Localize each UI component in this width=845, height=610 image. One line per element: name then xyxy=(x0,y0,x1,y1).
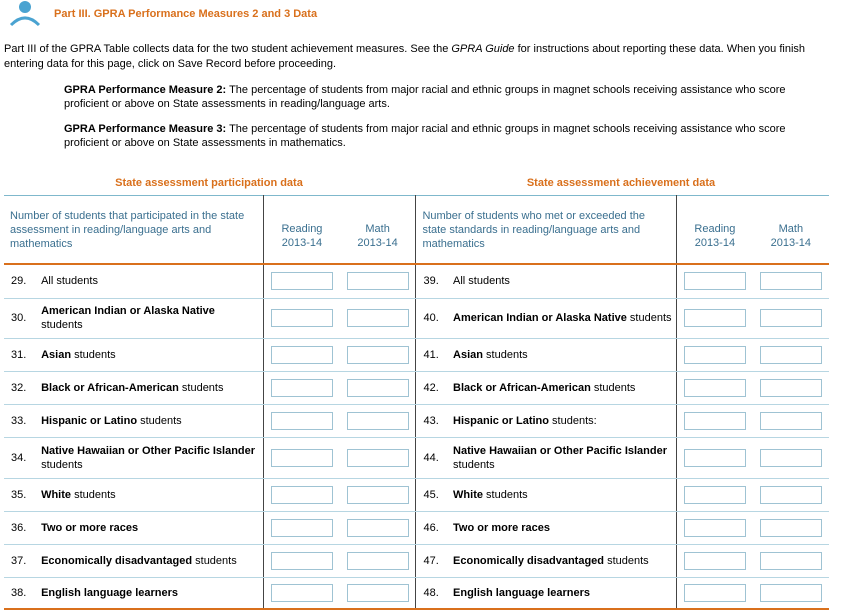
row-label-rest: students xyxy=(41,458,83,471)
participation-reading-input[interactable] xyxy=(271,379,333,397)
row-label xyxy=(453,511,677,544)
participation-reading-year: 2013-14 xyxy=(281,236,323,249)
row-label xyxy=(453,338,677,371)
row-label xyxy=(41,404,264,437)
row-number: 32. xyxy=(4,371,41,404)
row-label-bold: Black or African-American xyxy=(41,381,179,394)
row-label xyxy=(41,437,264,478)
achievement-math-cell xyxy=(753,437,829,478)
participation-reading-cell xyxy=(264,478,340,511)
row-number: 39. xyxy=(416,264,453,298)
participation-math-cell xyxy=(340,437,416,478)
achievement-reading-input[interactable] xyxy=(684,552,746,570)
row-number: 41. xyxy=(416,338,453,371)
row-label xyxy=(453,404,677,437)
measure-3-description: The percentage of students from major racial and ethnic groups in magnet schools receiving assistance who score proficient or above on State assessments in mathematics. xyxy=(64,123,786,149)
achievement-reading-cell xyxy=(677,478,753,511)
row-label xyxy=(41,544,264,577)
row-label-rest: students: xyxy=(549,414,597,427)
achievement-math-cell xyxy=(753,371,829,404)
table-row xyxy=(4,577,829,609)
row-number: 48. xyxy=(416,577,453,609)
table-row xyxy=(4,511,829,544)
participation-math-cell xyxy=(340,478,416,511)
table-row xyxy=(4,264,829,298)
table-row xyxy=(4,478,829,511)
achievement-reading-input[interactable] xyxy=(684,584,746,602)
row-number: 42. xyxy=(416,371,453,404)
row-label xyxy=(41,511,264,544)
achievement-math-cell xyxy=(753,404,829,437)
row-label-rest: All students xyxy=(453,275,510,288)
row-label-bold: Hispanic or Latino xyxy=(453,414,549,427)
measure-2-description: The percentage of students from major racial and ethnic groups in magnet schools receiving assistance who score proficient or above on State assessments in reading/language arts. xyxy=(64,84,786,110)
achievement-math-cell xyxy=(753,338,829,371)
participation-math-input[interactable] xyxy=(347,346,409,364)
row-label xyxy=(453,544,677,577)
participation-description: Number of students that participated in the state assessment in reading/language arts and mathematics xyxy=(4,196,264,265)
table-row xyxy=(4,298,829,338)
achievement-reading-year: 2013-14 xyxy=(694,236,736,249)
page-header xyxy=(0,0,845,30)
participation-reading-cell xyxy=(264,264,340,298)
participation-math-input[interactable] xyxy=(347,379,409,397)
participation-math-year: 2013-14 xyxy=(357,236,398,249)
row-number: 35. xyxy=(4,478,41,511)
participation-reading-cell xyxy=(264,371,340,404)
participation-math-header xyxy=(340,196,416,265)
participation-reading-cell xyxy=(264,544,340,577)
participation-section-title: State assessment participation data xyxy=(115,177,303,189)
participation-math-cell xyxy=(340,371,416,404)
participation-reading-label: Reading xyxy=(281,222,323,235)
row-label-bold: Hispanic or Latino xyxy=(41,414,138,427)
achievement-reading-input[interactable] xyxy=(684,379,746,397)
achievement-reading-input[interactable] xyxy=(684,412,746,430)
row-label-rest: students xyxy=(453,458,495,471)
achievement-reading-input[interactable] xyxy=(684,272,746,290)
achievement-reading-cell xyxy=(677,404,753,437)
participation-reading-header xyxy=(264,196,340,265)
row-label-bold: Two or more races xyxy=(41,521,139,534)
row-number: 47. xyxy=(416,544,453,577)
row-label xyxy=(453,577,677,609)
participation-reading-cell xyxy=(264,404,340,437)
row-number: 29. xyxy=(4,264,41,298)
row-number: 44. xyxy=(416,437,453,478)
achievement-math-cell xyxy=(753,511,829,544)
intro-text xyxy=(4,42,842,72)
measure-3-label: GPRA Performance Measure 3: xyxy=(64,123,227,135)
participation-math-label: Math xyxy=(365,222,390,235)
achievement-math-cell xyxy=(753,264,829,298)
intro-after: for instructions about reporting these data. When you finish entering data for this page, click on Save Record before proceeding. xyxy=(4,43,806,70)
achievement-math-cell xyxy=(753,577,829,609)
participation-math-cell xyxy=(340,404,416,437)
achievement-math-input[interactable] xyxy=(760,379,822,397)
achievement-math-input[interactable] xyxy=(760,584,822,602)
achievement-reading-cell xyxy=(677,511,753,544)
row-number: 43. xyxy=(416,404,453,437)
participation-math-input[interactable] xyxy=(347,449,409,467)
participation-math-cell xyxy=(340,511,416,544)
row-label-rest: students xyxy=(178,381,224,394)
participation-reading-input[interactable] xyxy=(271,486,333,504)
row-label-bold: English language learners xyxy=(453,586,590,599)
row-label-rest: students xyxy=(590,381,636,394)
participation-math-cell xyxy=(340,544,416,577)
row-label-bold: Black or African-American xyxy=(453,381,591,394)
row-number: 30. xyxy=(4,298,41,338)
gpra-data-table xyxy=(4,195,829,610)
row-label xyxy=(41,478,264,511)
table-row xyxy=(4,404,829,437)
row-label xyxy=(453,298,677,338)
row-label xyxy=(41,577,264,609)
achievement-description: Number of students who met or exceeded the state standards in reading/language arts and mathematics xyxy=(416,196,677,265)
row-label-bold: American Indian or Alaska Native xyxy=(453,312,627,324)
table-row xyxy=(4,437,829,478)
row-label xyxy=(453,371,677,404)
row-number: 46. xyxy=(416,511,453,544)
row-number: 33. xyxy=(4,404,41,437)
row-label-bold: Two or more races xyxy=(453,521,551,534)
table-row xyxy=(4,338,829,371)
achievement-math-year: 2013-14 xyxy=(770,236,812,249)
row-number: 37. xyxy=(4,544,41,577)
row-label xyxy=(453,437,677,478)
row-number: 34. xyxy=(4,437,41,478)
row-label-bold: Asian xyxy=(41,348,72,361)
participation-reading-cell xyxy=(264,298,340,338)
gpra-guide-reference: GPRA Guide xyxy=(451,43,515,55)
participation-reading-input[interactable] xyxy=(271,272,333,290)
achievement-math-header xyxy=(753,196,829,265)
participation-math-input[interactable] xyxy=(347,486,409,504)
achievement-math-input[interactable] xyxy=(760,272,822,290)
participation-reading-cell xyxy=(264,511,340,544)
row-number: 45. xyxy=(416,478,453,511)
participation-math-cell xyxy=(340,264,416,298)
participation-reading-cell xyxy=(264,437,340,478)
achievement-reading-label: Reading xyxy=(694,222,736,235)
participation-math-input[interactable] xyxy=(347,412,409,430)
table-header-row xyxy=(4,196,829,265)
measure-3-text xyxy=(64,122,824,150)
achievement-math-input[interactable] xyxy=(760,309,822,327)
row-label xyxy=(41,371,264,404)
row-label-bold: Native Hawaiian or Other Pacific Islander xyxy=(453,444,667,457)
row-label-rest: students xyxy=(71,348,116,361)
row-label-rest: All students xyxy=(41,275,98,288)
row-label-rest: students xyxy=(71,488,116,501)
row-number: 36. xyxy=(4,511,41,544)
intro-before: Part III of the GPRA Table collects data for the two student achievement measures. See the xyxy=(4,43,452,55)
measure-2-label: GPRA Performance Measure 2: xyxy=(64,84,227,96)
participation-reading-cell xyxy=(264,338,340,371)
achievement-math-cell xyxy=(753,544,829,577)
achievement-reading-cell xyxy=(677,338,753,371)
participation-reading-input[interactable] xyxy=(271,412,333,430)
participation-math-input[interactable] xyxy=(347,584,409,602)
person-logo-icon xyxy=(8,0,42,28)
table-row xyxy=(4,371,829,404)
table-row xyxy=(4,544,829,577)
achievement-math-cell xyxy=(753,298,829,338)
row-label-rest: students xyxy=(483,348,528,361)
participation-math-cell xyxy=(340,338,416,371)
achievement-math-input[interactable] xyxy=(760,449,822,467)
achievement-section-title: State assessment achievement data xyxy=(526,177,716,189)
achievement-math-cell xyxy=(753,478,829,511)
row-label xyxy=(453,478,677,511)
participation-reading-cell xyxy=(264,577,340,609)
row-label-bold: American Indian or Alaska Native xyxy=(41,305,215,317)
row-number: 38. xyxy=(4,577,41,609)
row-label-bold: White xyxy=(41,488,72,501)
achievement-math-label: Math xyxy=(778,222,804,235)
achievement-reading-cell xyxy=(677,544,753,577)
participation-math-input[interactable] xyxy=(347,519,409,537)
row-label-rest: students xyxy=(482,488,528,501)
achievement-math-input[interactable] xyxy=(760,346,822,364)
row-label-bold: Economically disadvantaged xyxy=(453,554,605,567)
row-label-bold: English language learners xyxy=(41,586,179,599)
row-label-rest: students xyxy=(626,312,672,324)
row-label xyxy=(41,264,264,298)
participation-math-cell xyxy=(340,298,416,338)
row-label-bold: Economically disadvantaged xyxy=(41,554,193,567)
row-label-rest: students xyxy=(192,554,237,567)
participation-math-input[interactable] xyxy=(347,309,409,327)
participation-reading-input[interactable] xyxy=(271,519,333,537)
achievement-math-input[interactable] xyxy=(760,552,822,570)
achievement-math-input[interactable] xyxy=(760,519,822,537)
participation-math-input[interactable] xyxy=(347,552,409,570)
achievement-math-input[interactable] xyxy=(760,412,822,430)
measure-2-text xyxy=(64,83,824,111)
row-label-rest: students xyxy=(604,554,649,567)
page-title: Part III. GPRA Performance Measures 2 and 3 Data xyxy=(54,8,318,20)
participation-math-input[interactable] xyxy=(347,272,409,290)
achievement-reading-header xyxy=(677,196,753,265)
row-label xyxy=(453,264,677,298)
achievement-reading-input[interactable] xyxy=(684,519,746,537)
row-label xyxy=(41,338,264,371)
achievement-reading-cell xyxy=(677,437,753,478)
row-label-bold: White xyxy=(453,488,483,501)
achievement-reading-cell xyxy=(677,264,753,298)
participation-math-cell xyxy=(340,577,416,609)
participation-reading-input[interactable] xyxy=(271,449,333,467)
row-label-bold: Asian xyxy=(453,348,483,361)
achievement-reading-input[interactable] xyxy=(684,346,746,364)
participation-reading-input[interactable] xyxy=(271,584,333,602)
row-label-bold: Native Hawaiian or Other Pacific Islander xyxy=(41,444,256,457)
achievement-reading-cell xyxy=(677,298,753,338)
achievement-reading-input[interactable] xyxy=(684,309,746,327)
achievement-reading-cell xyxy=(677,371,753,404)
participation-reading-input[interactable] xyxy=(271,346,333,364)
row-number: 40. xyxy=(416,298,453,338)
participation-reading-input[interactable] xyxy=(271,309,333,327)
achievement-reading-cell xyxy=(677,577,753,609)
row-number: 31. xyxy=(4,338,41,371)
achievement-math-input[interactable] xyxy=(760,486,822,504)
row-label xyxy=(41,298,264,338)
row-label-rest: students xyxy=(137,414,182,427)
row-label-rest: students xyxy=(41,319,83,331)
participation-reading-input[interactable] xyxy=(271,552,333,570)
achievement-reading-input[interactable] xyxy=(684,449,746,467)
achievement-reading-input[interactable] xyxy=(684,486,746,504)
